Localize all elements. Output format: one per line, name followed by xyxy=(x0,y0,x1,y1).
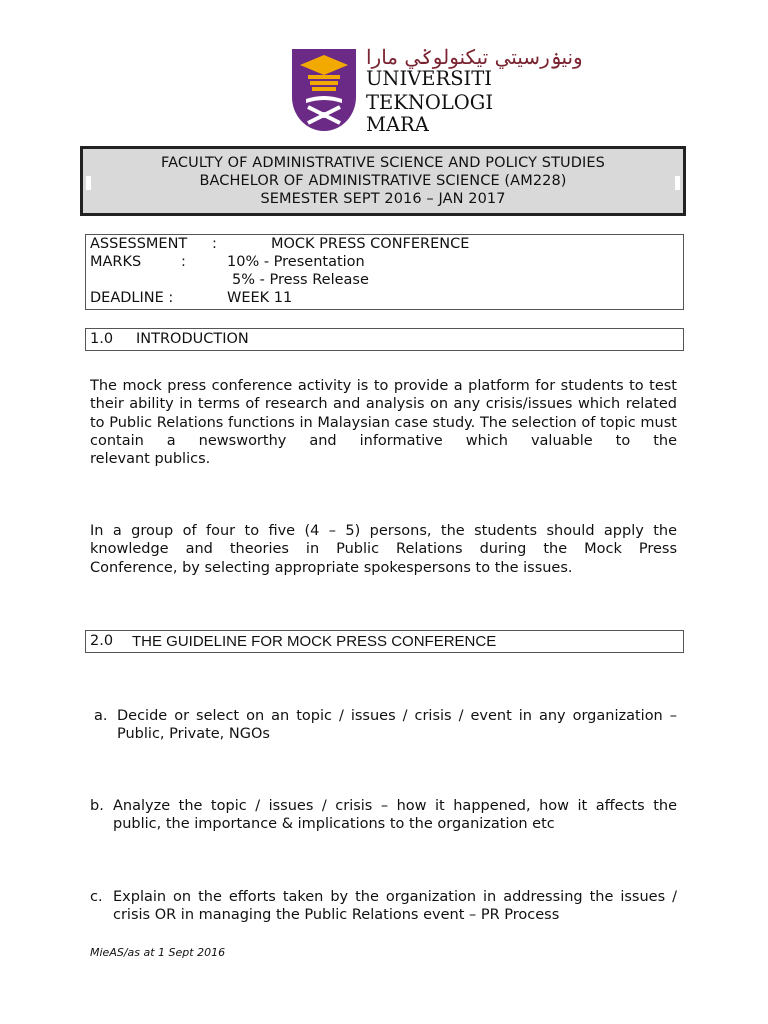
logo-jawi-text: ونيۏرسيتي تيکنولوݢي مارا xyxy=(366,45,583,69)
section-2-number: 2.0 xyxy=(90,633,114,649)
section-1-heading xyxy=(85,328,684,351)
guideline-item-c-text: Explain on the efforts taken by the organization in addressing the issues / xyxy=(113,889,677,905)
section-2-heading xyxy=(85,630,684,653)
deadline-label: DEADLINE : xyxy=(90,290,174,306)
logo-teknologi: TEKNOLOGI xyxy=(366,91,494,114)
guideline-item-a-text-last: Public, Private, NGOs xyxy=(117,726,270,742)
guideline-item-a xyxy=(94,707,679,747)
intro-paragraph-1 xyxy=(90,377,677,468)
intro-paragraph-1-last-line: relevant publics. xyxy=(90,451,211,468)
guideline-item-b xyxy=(90,797,679,837)
uitm-logo xyxy=(288,45,583,136)
guideline-item-b-text-last: public, the importance & implications to the organization etc xyxy=(113,816,555,832)
intro-paragraph-2-last-line: Conference, by selecting appropriate spokespersons to the issues. xyxy=(90,559,573,576)
intro-paragraph-2 xyxy=(90,522,677,577)
marks-colon: : xyxy=(181,254,186,270)
marks-presentation: 10% - Presentation xyxy=(227,254,365,270)
assessment-value: MOCK PRESS CONFERENCE xyxy=(271,236,470,252)
intro-paragraph-2-body: In a group of four to five (4 – 5) persons, the students should apply the knowledge and theories in Public Relations during the Mock Press xyxy=(90,523,677,558)
guideline-item-c-marker: c. xyxy=(90,889,103,905)
marks-press-release: 5% - Press Release xyxy=(232,272,369,288)
uitm-crest-icon xyxy=(288,45,360,135)
guideline-item-b-text: Analyze the topic / issues / crisis – how it happened, how it affects the xyxy=(113,798,677,814)
assessment-info-box xyxy=(85,234,684,310)
intro-paragraph-1-body: The mock press conference activity is to provide a platform for students to test their ability in terms of research and analysis on any crisis/issues which related to Public Relations functions in Malaysian case study. The selection of topic must contain a newsworthy and informative which valuable to the xyxy=(90,378,677,449)
faculty-header-box xyxy=(80,146,686,216)
deadline-value: WEEK 11 xyxy=(227,290,293,306)
logo-universiti: UNIVERSITI xyxy=(366,67,492,90)
guideline-item-c-text-last: crisis OR in managing the Public Relations event – PR Process xyxy=(113,907,560,923)
section-1-number: 1.0 xyxy=(90,331,114,347)
section-1-title: INTRODUCTION xyxy=(136,331,249,347)
guideline-item-c xyxy=(90,888,679,928)
logo-mara: MARA xyxy=(366,113,429,136)
document-footer: MieAS/as at 1 Sept 2016 xyxy=(90,946,226,959)
programme-name: BACHELOR OF ADMINISTRATIVE SCIENCE (AM228) xyxy=(199,173,567,189)
guideline-item-b-marker: b. xyxy=(90,798,104,814)
guideline-item-a-marker: a. xyxy=(94,708,108,724)
assessment-label: ASSESSMENT xyxy=(90,236,188,252)
marks-label: MARKS xyxy=(90,254,142,270)
faculty-name: FACULTY OF ADMINISTRATIVE SCIENCE AND POLICY STUDIES xyxy=(161,155,605,171)
guideline-item-a-text: Decide or select on an topic / issues / crisis / event in any organization – xyxy=(117,708,677,724)
section-2-title: THE GUIDELINE FOR MOCK PRESS CONFERENCE xyxy=(132,633,497,650)
assessment-colon: : xyxy=(212,236,217,252)
semester-line: SEMESTER SEPT 2016 – JAN 2017 xyxy=(260,191,506,207)
